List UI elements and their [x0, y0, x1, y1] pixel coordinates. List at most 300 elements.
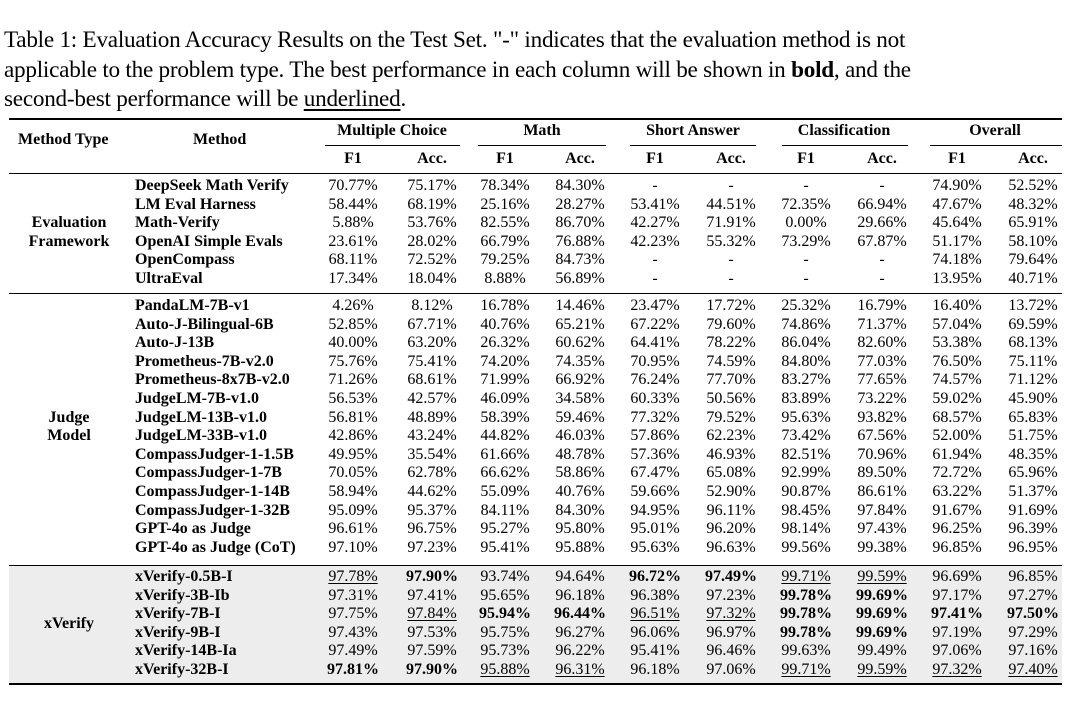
table-cell: 44.51%	[706, 195, 756, 213]
table-cell: 97.49%	[328, 642, 378, 660]
table-cell: 95.73%	[480, 642, 530, 660]
group-underline	[630, 145, 756, 146]
table-cell: 28.02%	[407, 232, 457, 250]
table-cell: 0.00%	[785, 214, 827, 232]
table-cell: -	[803, 270, 809, 287]
table-cell: 25.16%	[480, 195, 530, 213]
method-name: Auto-J-Bilingual-6B	[135, 315, 274, 333]
header-method-type: Method Type	[18, 131, 109, 148]
table-cell: 97.23%	[706, 586, 756, 604]
table-cell: 83.89%	[781, 390, 831, 407]
method-name: Math-Verify	[135, 214, 220, 232]
table-cell: 75.11%	[1008, 352, 1058, 370]
method-name: GPT-4o as Judge	[135, 520, 251, 538]
table-cell: 97.81%	[327, 661, 379, 678]
table-cell: 65.08%	[706, 464, 756, 482]
table-cell: 79.60%	[706, 315, 756, 333]
table-cell: 96.39%	[1008, 520, 1058, 538]
caption-text: second-best performance will be	[4, 86, 304, 112]
table-cell: 52.00%	[932, 427, 982, 445]
method-name: CompassJudger-1-7B	[135, 464, 282, 482]
table-cell: 84.73%	[555, 251, 605, 269]
table-cell: 97.16%	[1008, 642, 1058, 660]
table-cell: 67.87%	[857, 232, 907, 250]
method-name: DeepSeek Math Verify	[135, 177, 289, 194]
table-cell: 16.40%	[932, 297, 982, 314]
table-cell: 97.59%	[407, 642, 457, 660]
header-group-classification: Classification	[797, 122, 891, 139]
table-cell: 84.30%	[555, 177, 605, 194]
table-cell: 99.71%	[781, 568, 831, 585]
table-cell: 17.34%	[328, 270, 378, 287]
table-cell: 73.29%	[781, 232, 831, 250]
table-cell: 97.06%	[706, 661, 756, 678]
method-name: PandaLM-7B-v1	[135, 297, 250, 314]
table-cell: 96.06%	[630, 623, 680, 641]
table-cell: 99.78%	[780, 605, 832, 623]
table-cell: 96.11%	[706, 501, 756, 519]
method-name: GPT-4o as Judge (CoT)	[135, 538, 296, 556]
table-cell: 53.38%	[932, 334, 982, 352]
header-group-math: Math	[523, 122, 561, 139]
method-name: JudgeLM-33B-v1.0	[135, 427, 267, 445]
table-cell: 76.50%	[932, 352, 982, 370]
section-label-line: Framework	[28, 232, 110, 250]
method-name: xVerify-9B-I	[135, 623, 221, 641]
table-cell: 13.72%	[1008, 297, 1058, 314]
table-cell: 56.53%	[328, 390, 378, 407]
table-cell: 58.94%	[328, 483, 378, 500]
table-cell: 67.22%	[630, 315, 680, 333]
table-cell: 42.27%	[630, 214, 680, 232]
header-acc: Acc.	[1018, 150, 1048, 167]
table-cell: -	[879, 177, 885, 194]
table-cell: 49.95%	[328, 445, 378, 463]
table-cell: 5.88%	[332, 214, 374, 232]
table-cell: 14.46%	[555, 297, 605, 314]
table-cell: -	[652, 177, 658, 194]
table-cell: 51.37%	[1008, 483, 1058, 500]
table-cell: 8.88%	[484, 270, 526, 287]
method-name: xVerify-7B-I	[135, 605, 221, 623]
table-cell: 70.77%	[328, 177, 378, 194]
table-cell: 68.57%	[932, 408, 982, 426]
table-cell: 99.78%	[780, 586, 832, 604]
table-cell: 65.83%	[1008, 408, 1058, 426]
table-cell: 72.52%	[407, 251, 457, 269]
caption-text: , and the	[833, 56, 911, 83]
table-cell: 66.92%	[555, 371, 605, 389]
table-cell: 96.97%	[706, 623, 756, 641]
table-cell: 74.18%	[932, 251, 982, 269]
section-rule-1	[9, 293, 1062, 294]
table-cell: 98.45%	[781, 501, 831, 519]
header-acc: Acc.	[565, 150, 595, 167]
table-cell: -	[879, 270, 885, 287]
table-cell: 74.35%	[555, 352, 605, 370]
table-cell: 58.39%	[480, 408, 530, 426]
table-cell: 96.51%	[630, 605, 680, 623]
table-cell: 74.59%	[706, 352, 756, 370]
table-cell: 99.59%	[857, 568, 907, 585]
table-cell: 52.52%	[1008, 177, 1058, 194]
table-cell: 23.61%	[328, 232, 378, 250]
table-cell: 97.90%	[406, 568, 458, 585]
method-name: JudgeLM-13B-v1.0	[135, 408, 267, 426]
table-cell: 95.01%	[630, 520, 680, 538]
table-cell: 96.27%	[555, 623, 605, 641]
header-acc: Acc.	[867, 150, 897, 167]
table-cell: 96.25%	[932, 520, 982, 538]
table-cell: 84.80%	[781, 352, 831, 370]
table-cell: 86.04%	[781, 334, 831, 352]
table-cell: 82.55%	[480, 214, 530, 232]
table-cell: 96.85%	[932, 538, 982, 556]
table-cell: 8.12%	[411, 297, 453, 314]
table-cell: 96.31%	[555, 661, 605, 678]
table-cell: 77.65%	[857, 371, 907, 389]
header-f1: F1	[344, 150, 362, 167]
table-cell: -	[728, 177, 734, 194]
table-cell: 83.27%	[781, 371, 831, 389]
section-label-line: Judge	[48, 408, 90, 426]
table-cell: 48.32%	[1008, 195, 1058, 213]
method-name: CompassJudger-1-1.5B	[135, 445, 294, 463]
table-cell: 68.11%	[328, 251, 378, 269]
table-cell: 64.41%	[630, 334, 680, 352]
section-label-line: Model	[47, 427, 91, 445]
section-rule-2	[9, 565, 1062, 566]
table-cell: 94.95%	[630, 501, 680, 519]
table-cell: 97.10%	[328, 538, 378, 556]
table-cell: 75.17%	[407, 177, 457, 194]
table-cell: 65.96%	[1008, 464, 1058, 482]
table-cell: 99.59%	[857, 661, 907, 678]
table-cell: 16.79%	[857, 297, 907, 314]
table-cell: 59.66%	[630, 483, 680, 500]
top-rule	[9, 118, 1062, 120]
header-method: Method	[193, 131, 247, 148]
table-cell: 75.41%	[407, 352, 457, 370]
table-cell: 77.03%	[857, 352, 907, 370]
table-cell: 99.69%	[856, 586, 908, 604]
table-cell: 96.95%	[1008, 538, 1058, 556]
table-cell: 84.11%	[480, 501, 530, 519]
table-cell: 95.88%	[555, 538, 605, 556]
table-cell: 95.09%	[328, 501, 378, 519]
table-cell: 42.57%	[407, 390, 457, 407]
table-cell: 95.94%	[479, 605, 531, 623]
table-cell: 97.29%	[1008, 623, 1058, 641]
table-cell: 44.62%	[407, 483, 457, 500]
method-name: LM Eval Harness	[135, 195, 256, 213]
table-cell: 43.24%	[407, 427, 457, 445]
method-name: JudgeLM-7B-v1.0	[135, 390, 259, 407]
method-name: Auto-J-13B	[135, 334, 215, 352]
table-cell: 71.99%	[480, 371, 530, 389]
table-cell: 84.30%	[555, 501, 605, 519]
table-cell: 74.86%	[781, 315, 831, 333]
table-cell: 44.82%	[480, 427, 530, 445]
table-cell: 97.50%	[1007, 605, 1059, 623]
table-cell: 97.41%	[407, 586, 457, 604]
group-underline	[325, 145, 460, 146]
section-label-line: xVerify	[43, 614, 95, 632]
table-cell: 63.20%	[407, 334, 457, 352]
table-cell: 68.61%	[407, 371, 457, 389]
section-label-line: Evaluation	[31, 214, 107, 232]
table-cell: 71.91%	[706, 214, 756, 232]
method-name: OpenAI Simple Evals	[135, 232, 283, 250]
table-cell: 71.12%	[1008, 371, 1058, 389]
table-cell: 13.95%	[932, 270, 982, 287]
table-cell: 96.18%	[630, 661, 680, 678]
table-cell: 91.69%	[1008, 501, 1058, 519]
table-cell: 67.47%	[630, 464, 680, 482]
table-cell: 86.70%	[555, 214, 605, 232]
header-acc: Acc.	[417, 150, 447, 167]
table-cell: 40.71%	[1008, 270, 1058, 287]
table-cell: 95.75%	[480, 623, 530, 641]
table-cell: 97.32%	[706, 605, 756, 623]
header-acc: Acc.	[716, 150, 746, 167]
table-cell: 65.21%	[555, 315, 605, 333]
table-cell: 71.37%	[857, 315, 907, 333]
table-cell: 51.75%	[1008, 427, 1058, 445]
table-cell: 48.35%	[1008, 445, 1058, 463]
table-cell: 56.81%	[328, 408, 378, 426]
table-cell: 50.56%	[706, 390, 756, 407]
table-cell: 95.63%	[781, 408, 831, 426]
table-cell: 95.27%	[480, 520, 530, 538]
table-cell: 35.54%	[407, 445, 457, 463]
table-cell: 58.10%	[1008, 232, 1058, 250]
table-cell: 67.56%	[857, 427, 907, 445]
table-cell: 97.84%	[407, 605, 457, 623]
table-cell: 65.91%	[1008, 214, 1058, 232]
method-name: OpenCompass	[135, 251, 235, 269]
table-cell: 68.19%	[407, 195, 457, 213]
table-cell: -	[803, 177, 809, 194]
table-cell: 70.05%	[328, 464, 378, 482]
method-name: CompassJudger-1-32B	[135, 501, 290, 519]
table-cell: 63.22%	[932, 483, 982, 500]
caption-text: .	[400, 86, 406, 112]
table-cell: 89.50%	[857, 464, 907, 482]
table-cell: 48.89%	[407, 408, 457, 426]
section-label	[14, 214, 124, 251]
table-cell: 59.46%	[555, 408, 605, 426]
table-cell: 93.74%	[480, 568, 530, 585]
table-cell: 96.69%	[932, 568, 982, 585]
method-name: Prometheus-7B-v2.0	[135, 352, 274, 370]
table-cell: 72.72%	[932, 464, 982, 482]
table-cell: 66.79%	[480, 232, 530, 250]
method-name: Prometheus-8x7B-v2.0	[135, 371, 290, 389]
caption-line-3	[4, 85, 1076, 115]
method-name: xVerify-0.5B-I	[135, 568, 233, 585]
table-cell: 47.67%	[932, 195, 982, 213]
table-cell: 58.44%	[328, 195, 378, 213]
caption-bold-word: bold	[791, 56, 834, 83]
table-cell: 40.76%	[555, 483, 605, 500]
table-cell: 99.63%	[781, 642, 831, 660]
table-cell: 95.63%	[630, 538, 680, 556]
table-cell: 71.26%	[328, 371, 378, 389]
table-cell: 25.32%	[781, 297, 831, 314]
table-cell: -	[879, 251, 885, 269]
table-cell: 60.62%	[555, 334, 605, 352]
table-cell: 52.90%	[706, 483, 756, 500]
group-underline	[478, 145, 606, 146]
table-cell: 66.94%	[857, 195, 907, 213]
table-cell: 99.49%	[857, 642, 907, 660]
table-cell: 42.86%	[328, 427, 378, 445]
table-cell: 61.66%	[480, 445, 530, 463]
table-cell: 95.41%	[630, 642, 680, 660]
table-cell: 76.24%	[630, 371, 680, 389]
table-cell: 78.34%	[480, 177, 530, 194]
table-cell: 69.59%	[1008, 315, 1058, 333]
table-cell: 97.40%	[1008, 661, 1058, 678]
table-cell: 99.78%	[780, 623, 832, 641]
table-cell: 96.22%	[555, 642, 605, 660]
header-group-multiple-choice: Multiple Choice	[337, 122, 447, 139]
caption-underlined-word: underlined	[303, 86, 401, 112]
group-underline	[782, 145, 908, 146]
table-cell: 98.14%	[781, 520, 831, 538]
table-cell: 72.35%	[781, 195, 831, 213]
table-cell: 45.64%	[932, 214, 982, 232]
table-cell: 70.95%	[630, 352, 680, 370]
header-group-overall: Overall	[969, 122, 1021, 139]
table-cell: 34.58%	[555, 390, 605, 407]
table-cell: 77.70%	[706, 371, 756, 389]
table-cell: 96.72%	[629, 568, 681, 585]
table-cell: 74.57%	[932, 371, 982, 389]
table-cell: -	[652, 251, 658, 269]
table-cell: 57.04%	[932, 315, 982, 333]
table-cell: 95.41%	[480, 538, 530, 556]
table-cell: 52.85%	[328, 315, 378, 333]
table-cell: 53.41%	[630, 195, 680, 213]
table-cell: 96.44%	[554, 605, 606, 623]
caption-line-1: Table 1: Evaluation Accuracy Results on the Test Set. "-" indicates that the evaluation method is not	[4, 27, 906, 53]
table-cell: 82.51%	[781, 445, 831, 463]
table-caption	[4, 26, 1076, 115]
section-label	[14, 409, 124, 446]
table-cell: 79.25%	[480, 251, 530, 269]
table-cell: 96.18%	[555, 586, 605, 604]
method-name: xVerify-14B-Ia	[135, 642, 237, 660]
table-cell: 18.04%	[407, 270, 457, 287]
table-cell: 42.23%	[630, 232, 680, 250]
header-f1: F1	[496, 150, 514, 167]
table-cell: 99.38%	[857, 538, 907, 556]
table-cell: 53.76%	[407, 214, 457, 232]
table-cell: 90.87%	[781, 483, 831, 500]
table-cell: 96.38%	[630, 586, 680, 604]
table-cell: 95.37%	[407, 501, 457, 519]
header-group-short-answer: Short Answer	[646, 122, 740, 139]
table-cell: 51.17%	[932, 232, 982, 250]
table-cell: 97.78%	[328, 568, 378, 585]
table-cell: -	[728, 270, 734, 287]
table-cell: 45.90%	[1008, 390, 1058, 407]
table-cell: 96.46%	[706, 642, 756, 660]
table-cell: 97.32%	[932, 661, 982, 678]
table-cell: 82.60%	[857, 334, 907, 352]
table-cell: 97.43%	[857, 520, 907, 538]
group-underline	[930, 145, 1062, 146]
table-cell: 46.93%	[706, 445, 756, 463]
caption-line-2	[4, 56, 1076, 86]
table-cell: 23.47%	[630, 297, 680, 314]
table-cell: 94.64%	[555, 568, 605, 585]
table-cell: 59.02%	[932, 390, 982, 407]
table-cell: 17.72%	[706, 297, 756, 314]
table-cell: 68.13%	[1008, 334, 1058, 352]
table-cell: 86.61%	[857, 483, 907, 500]
table-cell: 99.69%	[856, 605, 908, 623]
table-cell: 73.22%	[857, 390, 907, 407]
table-cell: 61.94%	[932, 445, 982, 463]
table-cell: 96.20%	[706, 520, 756, 538]
table-cell: 97.17%	[932, 586, 982, 604]
table-cell: 74.90%	[932, 177, 982, 194]
table-cell: 99.69%	[856, 623, 908, 641]
table-cell: 95.80%	[555, 520, 605, 538]
section-label	[14, 615, 124, 634]
table-cell: 97.23%	[407, 538, 457, 556]
table-cell: 97.49%	[705, 568, 757, 585]
table-cell: 96.75%	[407, 520, 457, 538]
table-cell: 60.33%	[630, 390, 680, 407]
header-f1: F1	[948, 150, 966, 167]
method-name: xVerify-3B-Ib	[135, 586, 230, 604]
table-cell: 97.43%	[328, 623, 378, 641]
table-cell: 99.56%	[781, 538, 831, 556]
method-name: CompassJudger-1-14B	[135, 483, 290, 500]
table-cell: 55.09%	[480, 483, 530, 500]
table-cell: 67.71%	[407, 315, 457, 333]
table-cell: 16.78%	[480, 297, 530, 314]
table-cell: 77.32%	[630, 408, 680, 426]
table-cell: 57.36%	[630, 445, 680, 463]
table-cell: 4.26%	[332, 297, 374, 314]
table-cell: 66.62%	[480, 464, 530, 482]
header-f1: F1	[797, 150, 815, 167]
method-name: xVerify-32B-I	[135, 661, 229, 678]
table-cell: 62.78%	[407, 464, 457, 482]
table-cell: 78.22%	[706, 334, 756, 352]
table-cell: 97.41%	[931, 605, 983, 623]
table-cell: 97.06%	[932, 642, 982, 660]
table-cell: -	[728, 251, 734, 269]
table-cell: 46.03%	[555, 427, 605, 445]
table-cell: 57.86%	[630, 427, 680, 445]
table-cell: 70.96%	[857, 445, 907, 463]
table-cell: 74.20%	[480, 352, 530, 370]
table-cell: 96.63%	[706, 538, 756, 556]
table-cell: 40.76%	[480, 315, 530, 333]
table-cell: -	[803, 251, 809, 269]
table-cell: 97.84%	[857, 501, 907, 519]
table-cell: 96.61%	[328, 520, 378, 538]
table-cell: 48.78%	[555, 445, 605, 463]
table-cell: 75.76%	[328, 352, 378, 370]
table-cell: 96.85%	[1008, 568, 1058, 585]
